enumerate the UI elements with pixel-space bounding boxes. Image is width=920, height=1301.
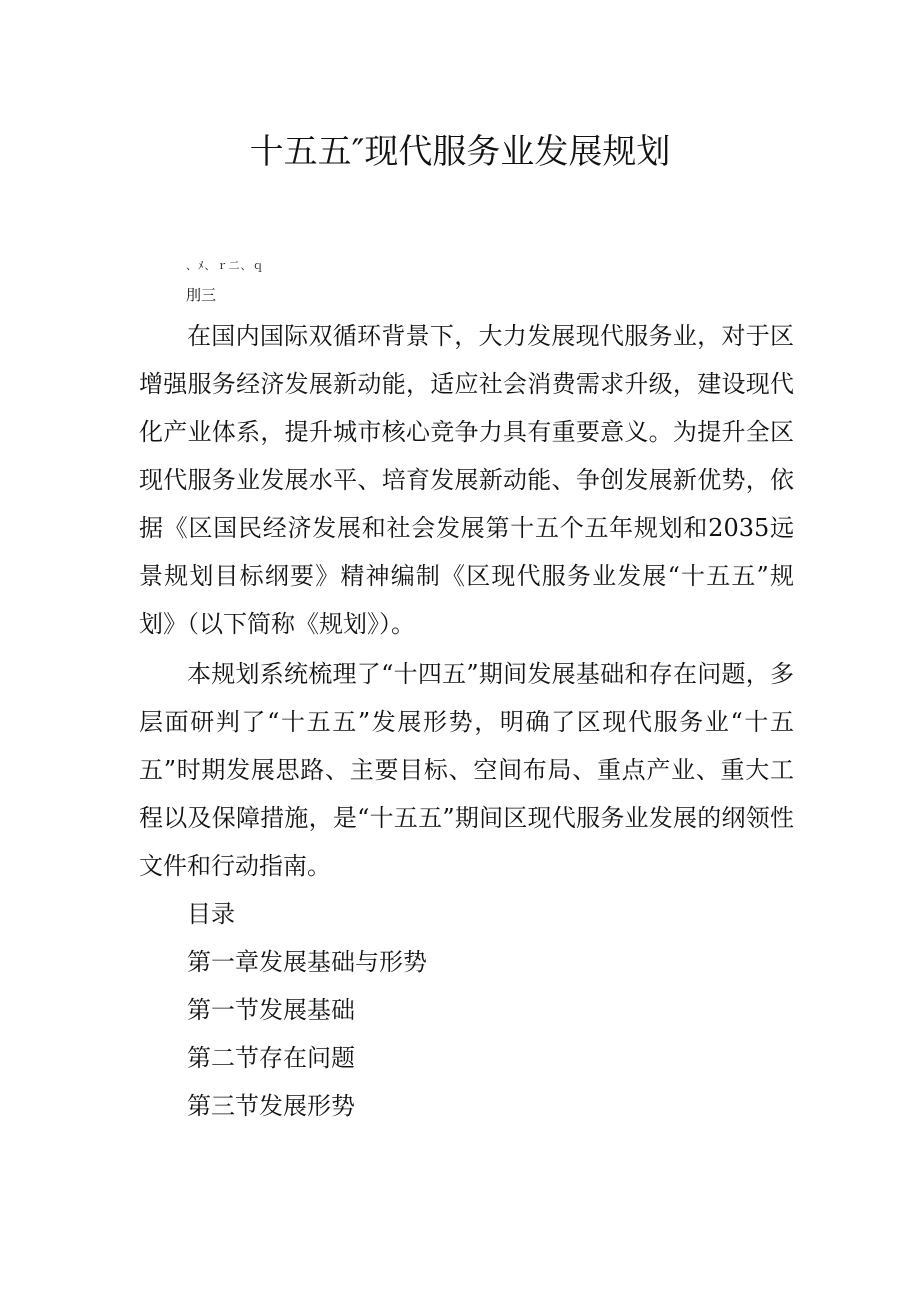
scan-artifact-text: 、ﾒ、ｒ二、ｑ [186,259,265,272]
toc-item-section-1: 第一节发展基础 [187,996,355,1024]
document-title: 十五五″现代服务业发展规划 [249,132,671,172]
toc-item-section-3: 第三节发展形势 [187,1092,355,1120]
toc-item-section-2: 第二节存在问题 [187,1044,355,1072]
toc-item-chapter-1: 第一章发展基础与形势 [187,948,427,976]
toc-heading: 目录 [187,900,235,928]
paragraph-summary: 本规划系统梳理了“十四五”期间发展基础和存在问题，多层面研判了“十五五”发展形势，明确了区现代服务业“十五五”时期发展思路、主要目标、空间布局、重点产业、重大工程以及保障措施，是“十五五”期间区现代服务业发展的纲领性文件和行动指南。 [139,660,794,880]
preface-heading: 刖三 [186,286,217,304]
paragraph-intro: 在国内国际双循环背景下，大力发展现代服务业，对于区增强服务经济发展新动能，适应社会消费需求升级，建设现代化产业体系，提升城市核心竞争力具有重要意义。为提升全区现代服务业发展水平、培育发展新动能、争创发展新优势，依据《区国民经济发展和社会发展第十五个五年规划和2035远景规划目标纲要》精神编制《区现代服务业发展“十五五”规划》（以下简称《规划》）。 [139,322,794,638]
